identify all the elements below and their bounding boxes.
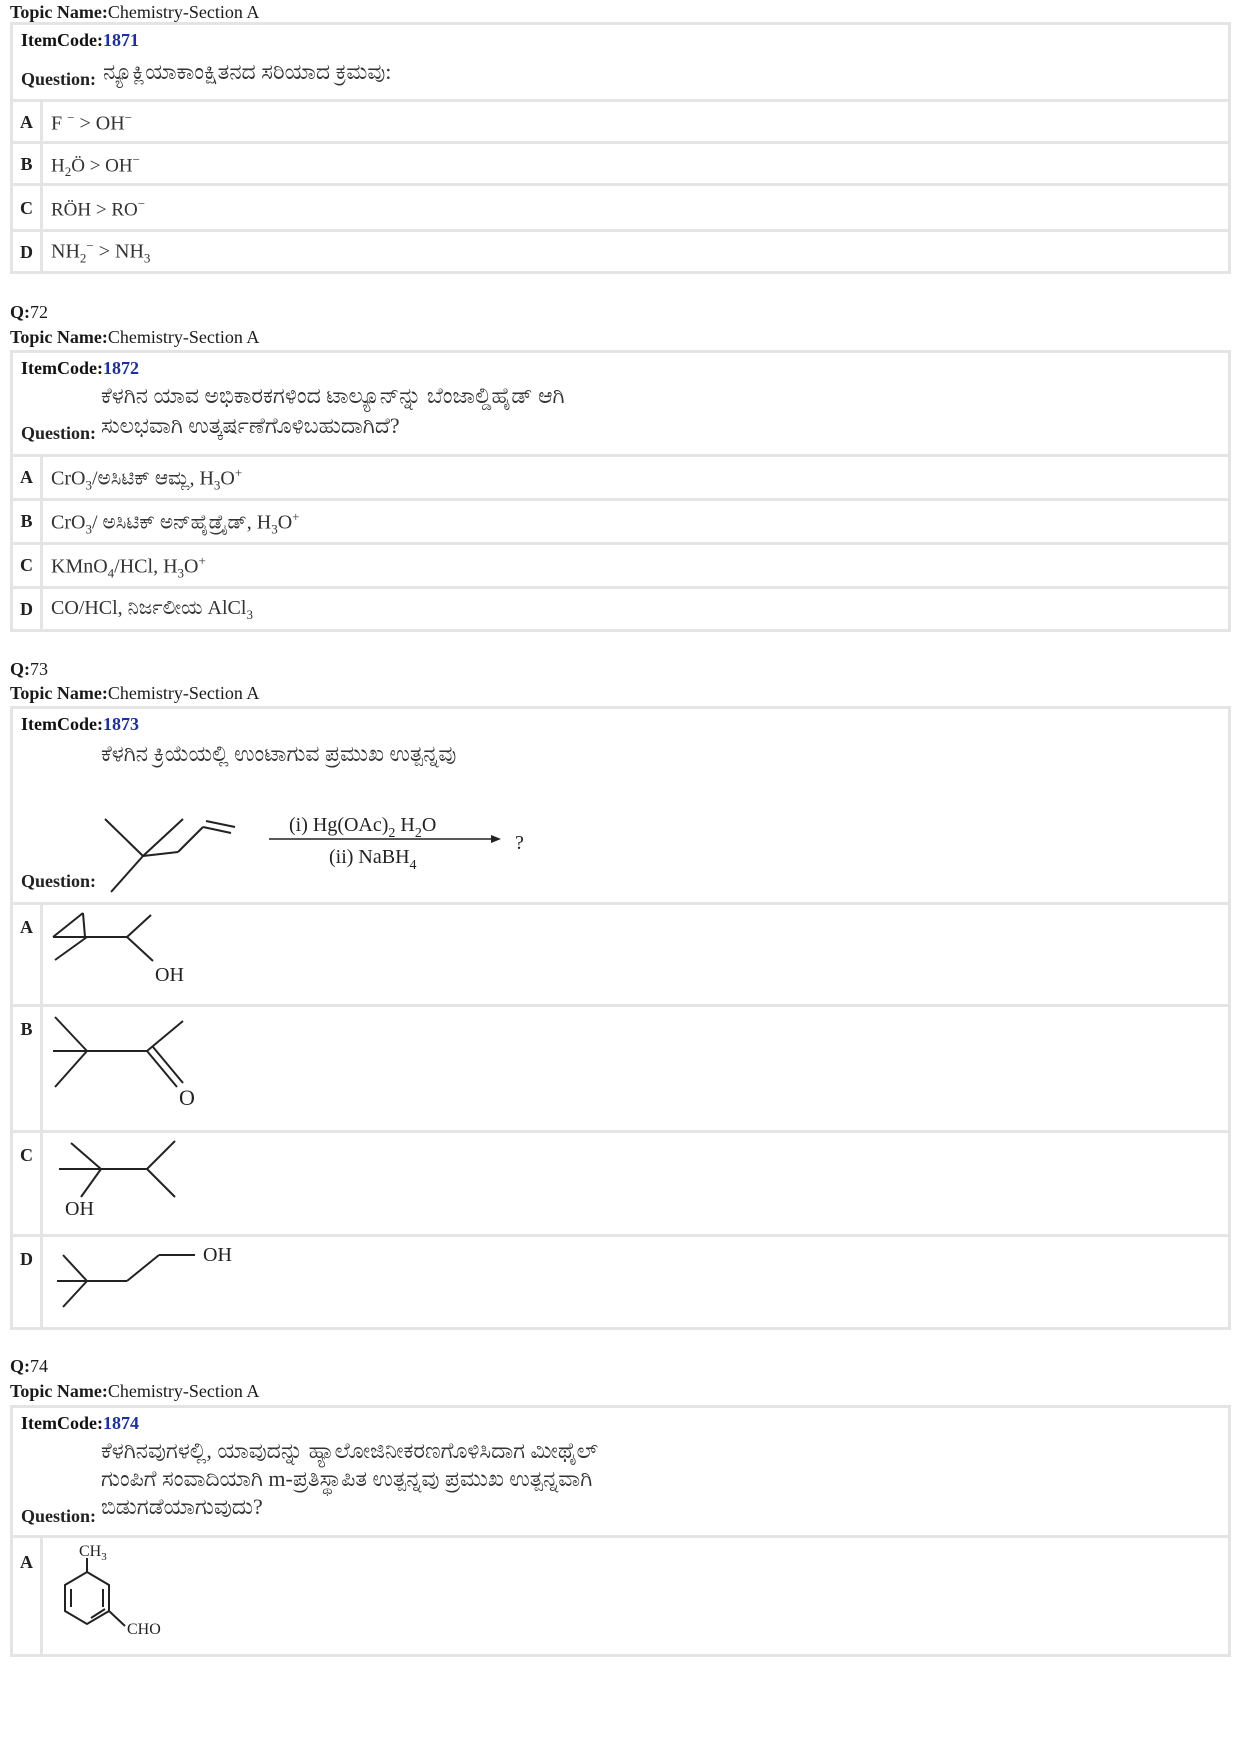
question-text-line1: ಕೆಳಗಿನ ಯಾವ ಅಭಿಕಾರಕಗಳಿಂದ ಟಾಲ್ಯೂನ್‌ನ್ನು ಬೆಂಜಾಲ್ಡಿಹೈಡ್ ಆಗಿ (101, 383, 565, 408)
reagent-1: (i) $Hg(OAc)_2$ $H_2O$ (289, 814, 437, 841)
question-label: Question: (21, 69, 97, 89)
question-text: ಕೆಳಗಿನ ಕ್ರಿಯೆಯಲ್ಲಿ ಉಂಟಾಗುವ ಪ್ರಮುಖ ಉತ್ಪನ್ನವು (101, 741, 457, 766)
question-label: Question: (21, 871, 97, 891)
reagent-2: (ii) NaBH$_4$ (329, 846, 417, 873)
hydroxyl-label: OH (65, 1198, 94, 1220)
question-card-1874 (10, 1405, 1231, 1657)
question-text-line3: ಬಿಡುಗಡೆಯಾಗುವುದು? (101, 1494, 263, 1519)
question-text: ನ್ಯೂಕ್ಲಿಯಾಕಾಂಕ್ಷಿತನದ ಸರಿಯಾದ ಕ್ರಮವು: (103, 59, 392, 84)
option-d[interactable]: D CO/HCl, ನಿರ್ಜಲೀಯ AlCl$_3$ (13, 586, 1228, 629)
item-code: ItemCode:1873 (21, 714, 139, 734)
question-text-line2: ಗುಂಪಿಗೆ ಸಂವಾದಿಯಾಗಿ m-ಪ್ರತಿಸ್ಥಾಪಿತ ಉತ್ಪನ್ನವು ಪ್ರಮುಖ ಉತ್ಪನ್ನವಾಗಿ (101, 1466, 593, 1491)
option-b[interactable]: B $H_2Ö > OH^-$ (13, 141, 1228, 183)
option-d[interactable]: D $NH_2^- > NH_3$ (13, 229, 1228, 271)
option-a-structure (51, 1538, 211, 1656)
question-number: Q:74 (10, 1356, 48, 1376)
carbonyl-oxygen-label: O (179, 1085, 195, 1110)
topic-line: Topic Name:Chemistry-Section A (10, 327, 260, 347)
topic-line (10, 1, 259, 23)
topic-label: Topic Name: (10, 2, 108, 22)
option-c-structure (51, 1133, 211, 1233)
option-d[interactable]: D OH (13, 1234, 1228, 1327)
option-b[interactable]: B CrO$_3$/ ಅಸಿಟಿಕ್ ಅನ್‌ಹೈಡ್ರೈಡ್, $H_3O^+$ (13, 498, 1228, 542)
question-text-line2: ಸುಲಭವಾಗಿ ಉತ್ಕರ್ಷಣೆಗೊಳಿಬಹುದಾಗಿದೆ? (101, 413, 400, 438)
option-c[interactable]: C RÖH > RO− (13, 183, 1228, 229)
reaction-scheme (13, 709, 533, 899)
option-a[interactable]: A OH (13, 902, 1228, 1004)
item-code: ItemCode:1871 (21, 30, 139, 50)
product-unknown: ? (515, 832, 524, 854)
topic-line: Topic Name:Chemistry-Section A (10, 683, 260, 703)
topic-value: Chemistry-Section A (107, 2, 260, 22)
question-number: Q:73 (10, 659, 48, 679)
option-c[interactable]: C KMnO$_4$/HCl, $H_3O^+$ (13, 542, 1228, 586)
option-d-structure (51, 1237, 251, 1329)
question-label: Question: (21, 423, 97, 443)
hydroxyl-label: OH (203, 1244, 232, 1266)
item-code: ItemCode:1874 (21, 1413, 139, 1433)
question-label: Question: (21, 1506, 97, 1526)
option-b-structure (51, 1007, 221, 1131)
question-text-line1: ಕೆಳಗಿನವುಗಳಲ್ಲಿ, ಯಾವುದನ್ನು ಹ್ಯಾಲೋಜಿನೀಕರಣಗೊಳಿಸಿದಾಗ ಮೀಥೈಲ್ (101, 1438, 599, 1463)
option-a[interactable]: A $CH_3$ CHO (13, 1535, 1228, 1654)
item-code: ItemCode:1872 (21, 358, 139, 378)
option-a[interactable]: A CrO$_3$/ಅಸಿಟಿಕ್ ಆಮ್ಲ, $H_3O^+$ (13, 454, 1228, 498)
hydroxyl-label: OH (155, 964, 184, 986)
question-card-1872 (10, 350, 1231, 632)
question-card-1871 (10, 22, 1231, 274)
aldehyde-label: CHO (127, 1621, 161, 1638)
option-a-structure (51, 905, 211, 1005)
question-number: Q:72 (10, 302, 48, 322)
option-a[interactable]: A F − > OH− (13, 99, 1228, 141)
topic-line: Topic Name:Chemistry-Section A (10, 1381, 260, 1401)
option-b[interactable]: B O (13, 1004, 1228, 1130)
methyl-label: $CH_3$ (79, 1543, 107, 1563)
question-card-1873 (10, 706, 1231, 1330)
option-c[interactable]: C OH (13, 1130, 1228, 1234)
